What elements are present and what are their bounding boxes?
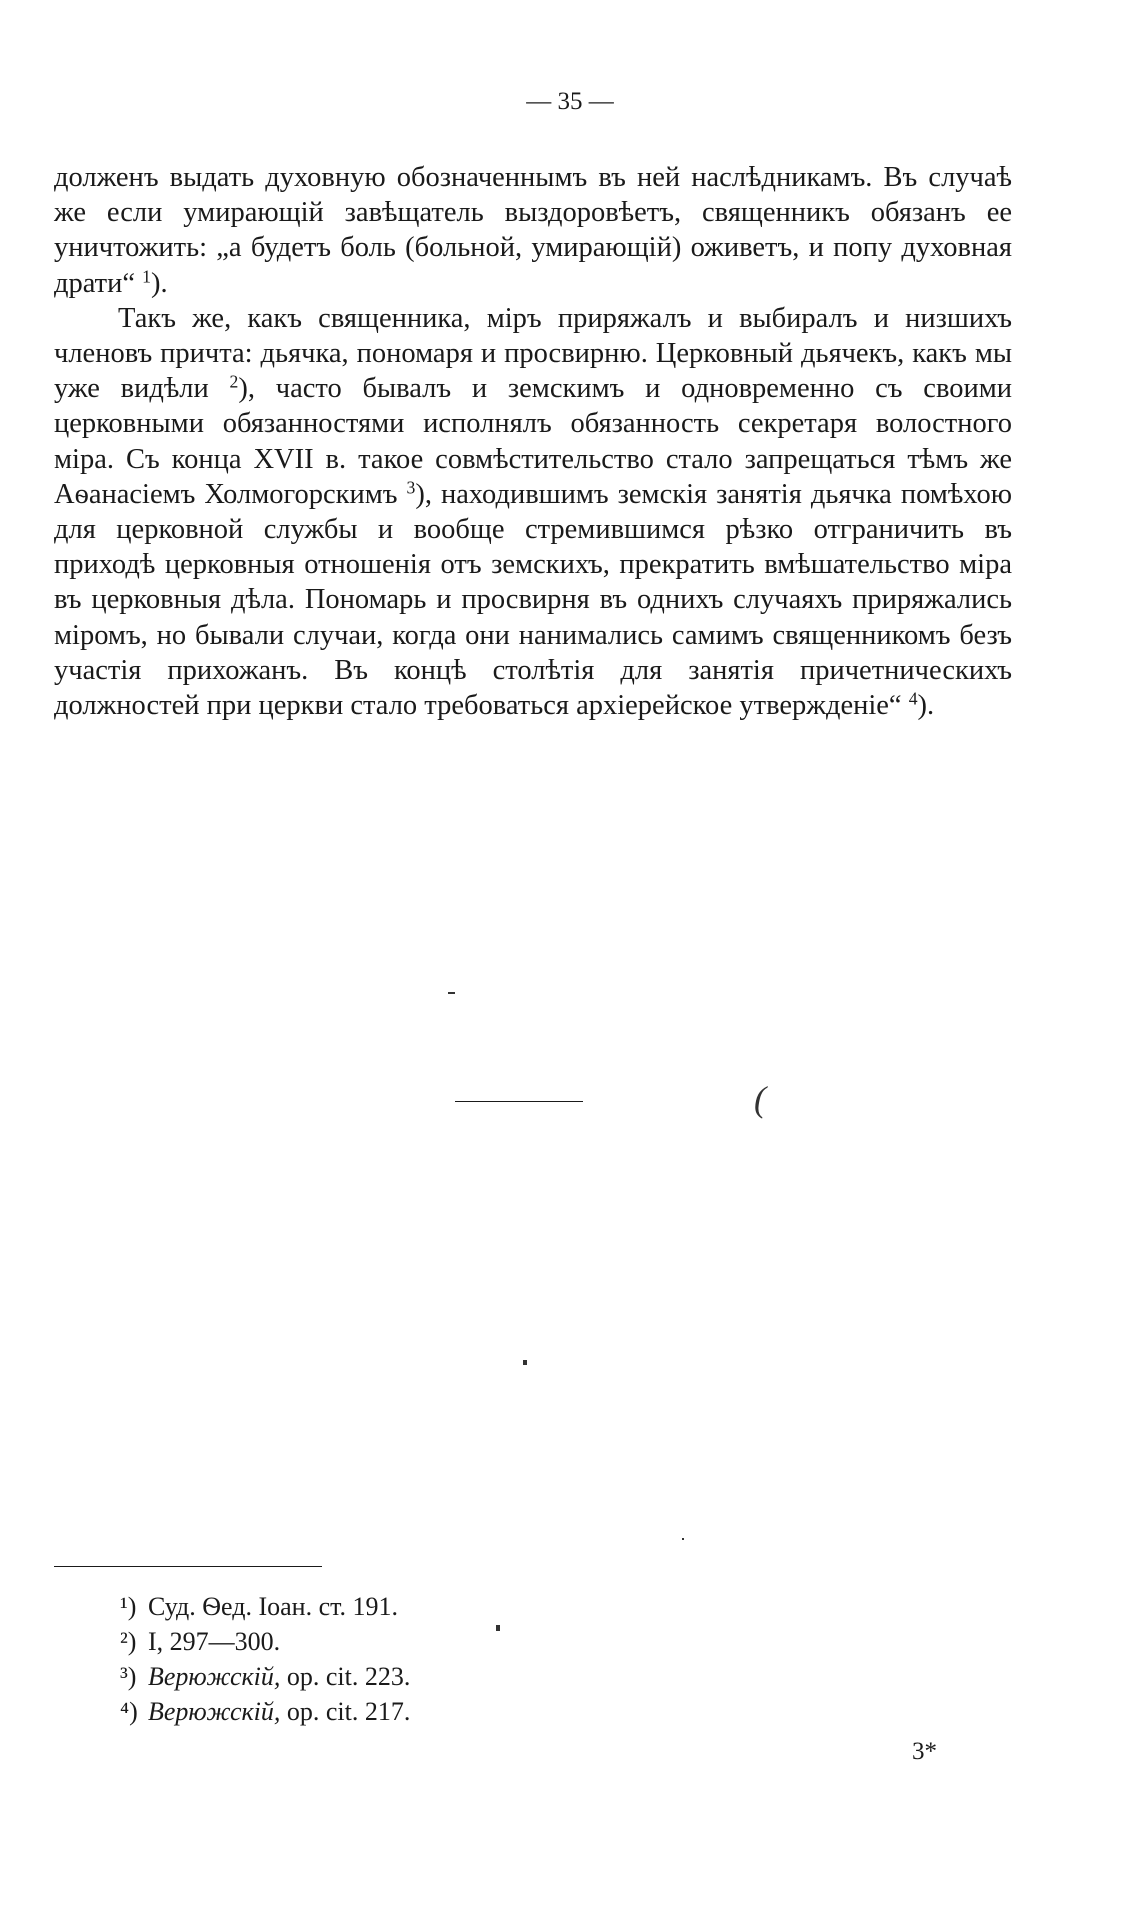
text-run: Такъ же, какъ священника, міръ приряжалъ и выбиралъ и низшихъ членовъ причта: дьячка, пономаря и просвирню. Церковный дьячекъ, какъ мы уже видѣли xyxy=(54,302,1012,405)
stray-mark: ( xyxy=(754,1079,766,1119)
footnotes xyxy=(120,1589,410,1729)
footnote xyxy=(120,1624,410,1659)
scan-speck xyxy=(682,1538,684,1540)
footnote-text: op. cit. 217. xyxy=(280,1697,411,1726)
text-run: долженъ выдать духовную обозначеннымъ въ ней наслѣдникамъ. Въ случаѣ же если умирающій завѣщатель выздоровѣетъ, священникъ обязанъ ее уничтожить: „а будетъ боль (больной, умирающій) оживетъ, и попу духовная драти“ xyxy=(54,162,1012,299)
footnote-marker: ³) xyxy=(120,1662,137,1691)
text-run: ), часто бывалъ и земскимъ и одновременно съ своими церковными обязанностями исполнялъ обязанность секретаря волостного міра. Съ конца XVII в. такое совмѣстительство стало запрещаться тѣмъ же Аѳанасіемъ Холмогорскимъ xyxy=(54,373,1012,510)
footnote xyxy=(120,1659,410,1694)
text-run: ). xyxy=(917,690,935,722)
footnote-text: op. cit. 223. xyxy=(280,1662,411,1691)
footnote-ref: 4 xyxy=(908,688,918,709)
section-divider xyxy=(455,1101,583,1102)
footnote-ref: 1 xyxy=(142,265,151,286)
text-run: ), находившимъ земскія занятія дьячка помѣхою для церковной службы и вообще стремившимся рѣзко отграничить въ приходѣ церковныя отношенія отъ земскихъ, прекратить вмѣшательство міра въ церковныя дѣла. Пономарь и просвирня въ однихъ случаяхъ приряжались міромъ, но бывали случаи, когда они нанимались самимъ священникомъ безъ участія прихожанъ. Въ концѣ столѣтія для занятія причетническихъ должностей при церкви стало требоваться архіерейское утвержденіе“ xyxy=(54,478,1013,722)
footnote-ref: 3 xyxy=(406,477,416,498)
footnote-author: Верюжскій, xyxy=(148,1697,281,1726)
footnote-marker: ²) xyxy=(120,1627,137,1656)
page-number: — 35 — xyxy=(526,88,614,115)
footnote-ref: 2 xyxy=(229,371,239,392)
footnote xyxy=(120,1589,410,1624)
footnote-marker: ¹) xyxy=(120,1592,137,1621)
paragraph-2 xyxy=(54,301,1012,723)
paragraph-1 xyxy=(54,160,1012,301)
footnote-text: I, 297—300. xyxy=(148,1627,281,1656)
footnote xyxy=(120,1694,410,1729)
scan-speck xyxy=(448,992,455,994)
footnote-text: Суд. Ѳед. Іоан. ст. 191. xyxy=(148,1592,399,1621)
scan-speck xyxy=(523,1360,527,1365)
footnote-author: Верюжскій, xyxy=(148,1662,281,1691)
scan-speck xyxy=(496,1625,500,1631)
footnote-divider xyxy=(54,1566,322,1567)
footnote-marker: ⁴) xyxy=(120,1697,138,1726)
body-text xyxy=(54,160,1012,723)
text-run: ). xyxy=(150,267,168,299)
signature-mark: 3* xyxy=(912,1738,937,1765)
